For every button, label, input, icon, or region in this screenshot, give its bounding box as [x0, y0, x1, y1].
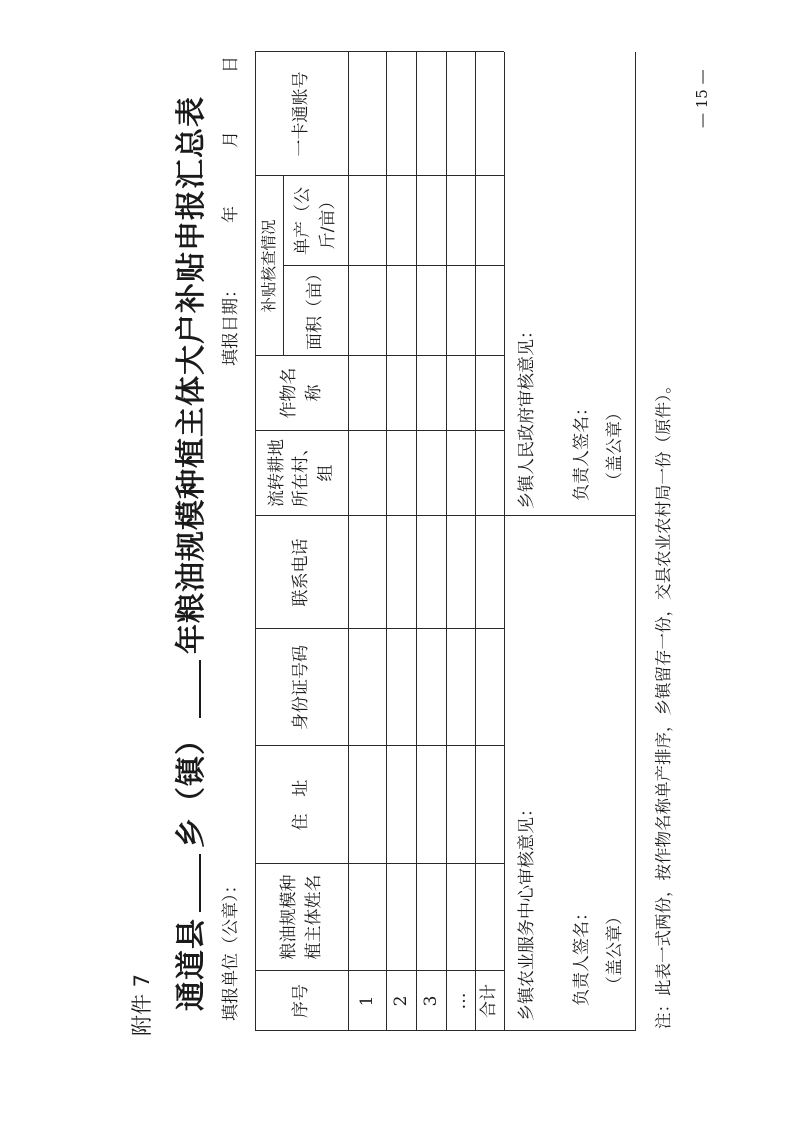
fill-date-label: 填报日期： [221, 281, 241, 366]
year-blank [173, 660, 201, 718]
title-township: 乡（镇） [174, 724, 209, 848]
row-number: 2 [390, 995, 411, 1007]
page-title [166, 96, 210, 1011]
gov-seal-label: （盖公章） [605, 404, 625, 489]
title-county: 通道县 [174, 918, 209, 1011]
header-seq: 序号 [291, 984, 312, 1018]
header-name: 粮油规模种植主体姓名 [278, 874, 324, 960]
row-number: 3 [420, 995, 441, 1007]
header-account: 一卡通账号 [291, 71, 312, 157]
header-crop: 作物名称 [278, 367, 324, 419]
page-number: — 15 — [693, 69, 711, 128]
header-phone: 联系电话 [291, 538, 312, 607]
row-number: 1 [356, 995, 377, 1007]
title-rest: 年粮油规模种植主体大户补贴申报汇总表 [174, 96, 209, 654]
total-label: 合计 [479, 984, 500, 1018]
header-subsidy-group: 补贴核查情况 [259, 219, 278, 313]
fill-date-year: 年 [221, 206, 241, 223]
header-land-location: 流转耕地所在村、组 [266, 439, 336, 507]
header-area: 面积（亩） [305, 265, 326, 350]
fill-unit-label: 填报单位（公章）： [221, 876, 241, 1021]
table-note: 注：此表一式两份，按作物名称单产排序，乡镇留存一份，交县农业农村局一份（原件）。 [654, 377, 673, 1029]
header-yield: 单产（公斤/亩） [292, 187, 338, 255]
center-seal-label: （盖公章） [605, 908, 625, 993]
fill-date-day: 日 [221, 56, 241, 73]
gov-signer-label: 负责人签名： [572, 399, 592, 501]
attachment-label: 附件 7 [130, 973, 154, 1036]
header-id-number: 身份证号码 [291, 645, 312, 730]
fill-date-month: 月 [221, 131, 241, 148]
fill-date [216, 56, 241, 366]
header-address: 住 址 [291, 779, 312, 831]
gov-opinion-label: 乡镇人民政府审核意见： [517, 322, 537, 509]
row-number: … [450, 992, 471, 1010]
township-blank [173, 854, 201, 912]
center-opinion-label: 乡镇农业服务中心审核意见： [517, 800, 537, 1021]
center-signer-label: 负责人签名： [572, 904, 592, 1006]
